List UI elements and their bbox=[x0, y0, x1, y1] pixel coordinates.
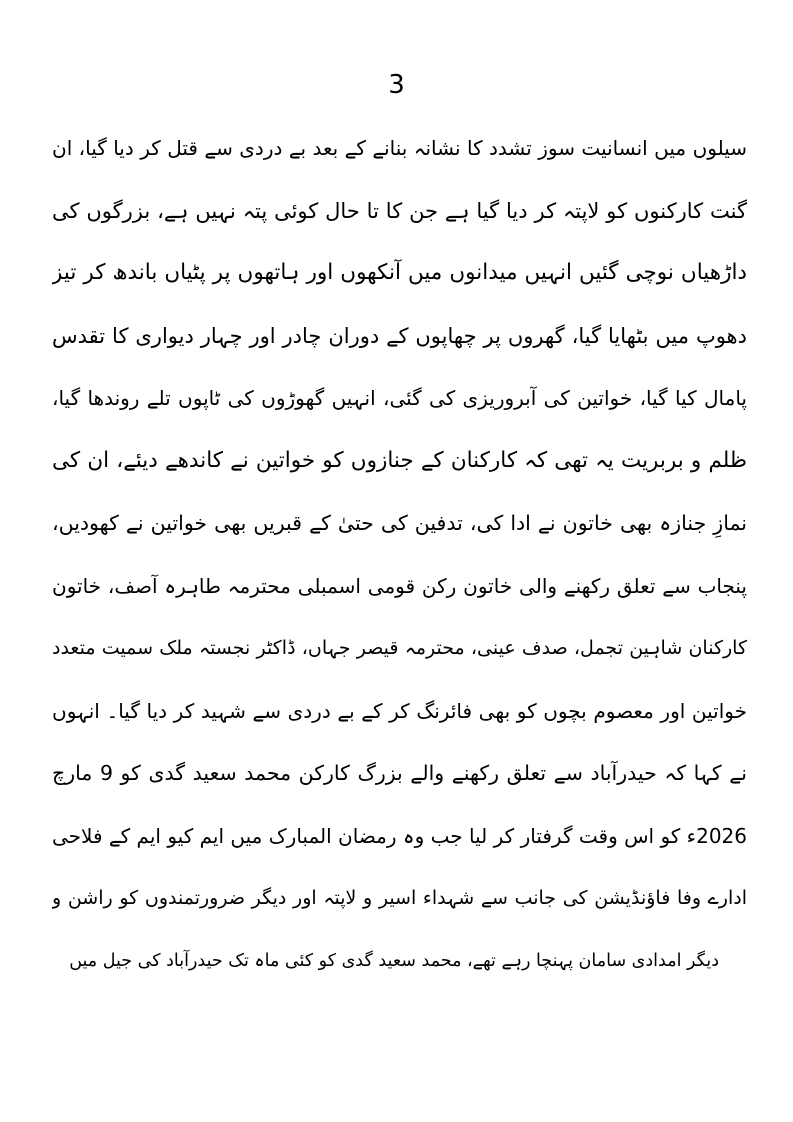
text-line: خواتین اور معصوم بچوں کو بھی فائرنگ کر کے بے دردی سے شہید کر دیا گیا۔ انہوں bbox=[52, 698, 747, 723]
text-line: کارکنان شاہین تجمل، صدف عینی، محترمہ قیصر جہاں، ڈاکٹر نجستہ ملک سمیت متعدد bbox=[52, 637, 747, 659]
text-line: پامال کیا گیا، خواتین کی آبروریزی کی گئی، انہیں گھوڑوں کی ٹاپوں تلے روندھا گیا، bbox=[52, 386, 747, 410]
text-line: سیلوں میں انسانیت سوز تشدد کا نشانہ بنانے کے بعد بے دردی سے قتل کر دیا گیا، ان bbox=[52, 136, 747, 160]
text-line: ادارے وفا فاؤنڈیشن کی جانب سے شہداء اسیر و لاپتہ اور دیگر ضرورتمندوں کو راشن و bbox=[52, 887, 747, 909]
text-line: گنت کارکنوں کو لاپتہ کر دیا گیا ہے جن کا تا حال کوئی پتہ نہیں ہے، بزرگوں کی bbox=[52, 198, 747, 223]
text-line: 2026ء کو اس وقت گرفتار کر لیا جب وہ رمضان المبارک میں ایم کیو ایم کے فلاحی bbox=[52, 823, 747, 848]
text-line: داڑھیاں نوچی گئیں انہیں میدانوں میں آنکھوں اور ہاتھوں پر پٹیاں باندھ کر تیز bbox=[52, 260, 747, 285]
text-line: نے کہا کہ حیدرآباد سے تعلق رکھنے والے بزرگ کارکن محمد سعید گدی کو 9 مارچ bbox=[52, 761, 747, 785]
text-line: دیگر امدادی سامان پہنچا رہے تھے، محمد سعید گدی کو کئی ماہ تک حیدرآباد کی جیل میں bbox=[69, 950, 719, 971]
text-line: ظلم و بربریت یہ تھی کہ کارکنان کے جنازوں کو خواتین نے کاندھے دیئے، ان کی bbox=[52, 447, 747, 473]
page-number: 3 bbox=[388, 70, 405, 100]
text-line: دھوپ میں بٹھایا گیا، گھروں پر چھاپوں کے دوران چادر اور چہار دیواری کا تقدس bbox=[52, 323, 747, 348]
text-line: پنجاب سے تعلق رکھنے والی خاتون رکن قومی اسمبلی محترمہ طاہرہ آصف، خاتون bbox=[52, 573, 747, 598]
body-text bbox=[52, 130, 747, 1005]
text-line: نمازِ جنازہ بھی خاتون نے ادا کی، تدفین کی حتیٰ کے قبریں بھی خواتین نے کھودیں، bbox=[52, 511, 747, 535]
